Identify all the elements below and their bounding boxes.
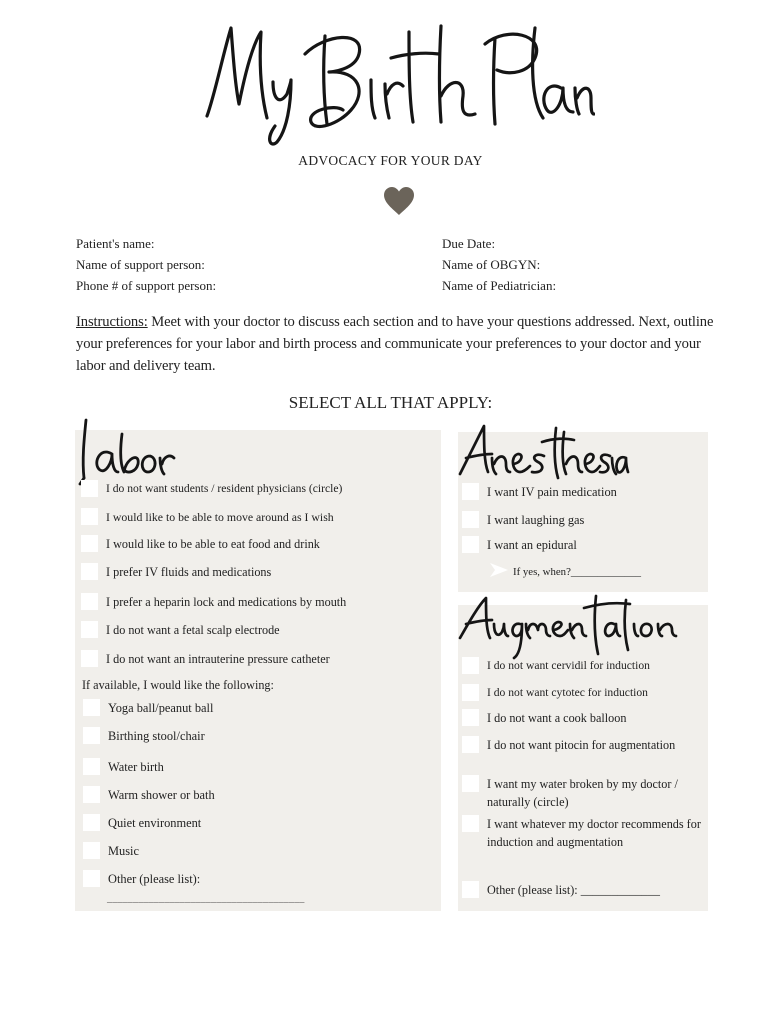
checkbox[interactable] xyxy=(462,881,479,898)
support-person-name-field[interactable]: Name of support person: xyxy=(76,257,205,272)
checkbox[interactable] xyxy=(462,684,479,701)
labor-available-item[interactable]: Music xyxy=(83,842,139,860)
augmentation-item[interactable]: I do not want a cook balloon xyxy=(462,709,626,727)
select-all-heading: SELECT ALL THAT APPLY: xyxy=(288,393,493,412)
checkbox[interactable] xyxy=(462,815,479,832)
anesthesia-item[interactable]: I want an epidural xyxy=(462,536,577,554)
checkbox[interactable] xyxy=(462,511,479,528)
heart-icon xyxy=(383,186,415,216)
checkbox[interactable] xyxy=(83,842,100,859)
checkbox[interactable] xyxy=(462,709,479,726)
augmentation-item[interactable]: I want whatever my doctor recommends for induction and augmentation xyxy=(462,815,712,851)
pediatrician-name-field[interactable]: Name of Pediatrician: xyxy=(442,278,557,293)
checkbox[interactable] xyxy=(462,736,479,753)
labor-item[interactable]: I prefer a heparin lock and medications by mouth xyxy=(81,593,346,611)
augmentation-item[interactable]: I do not want cytotec for induction xyxy=(462,684,648,702)
checkbox[interactable] xyxy=(462,775,479,792)
labor-available-item[interactable]: Warm shower or bath xyxy=(83,786,215,804)
support-person-phone-field[interactable]: Phone # of support person: xyxy=(76,278,217,293)
labor-other-line[interactable]: ______________________________________ xyxy=(107,893,305,904)
augmentation-heading xyxy=(458,592,678,664)
patient-name-field[interactable]: Patient's name: xyxy=(76,236,155,251)
labor-item[interactable]: I would like to be able to eat food and drink xyxy=(81,535,320,553)
checkbox[interactable] xyxy=(462,536,479,553)
obgyn-name-field[interactable]: Name of OBGYN: xyxy=(442,257,541,272)
page-title-script xyxy=(195,14,595,154)
labor-item[interactable]: I would like to be able to move around as I wish xyxy=(81,508,334,526)
labor-heading xyxy=(78,416,178,486)
checkbox[interactable] xyxy=(81,508,98,525)
checkbox[interactable] xyxy=(462,657,479,674)
augmentation-item[interactable]: I do not want pitocin for augmentation xyxy=(462,736,675,754)
title-area xyxy=(0,14,781,154)
augmentation-item[interactable]: Other (please list): _____________ xyxy=(462,881,660,899)
checkbox[interactable] xyxy=(83,786,100,803)
checkbox[interactable] xyxy=(462,483,479,500)
labor-panel xyxy=(75,430,441,911)
checkbox[interactable] xyxy=(83,814,100,831)
labor-available-item[interactable]: Water birth xyxy=(83,758,164,776)
epidural-when-field[interactable]: If yes, when?_____________ xyxy=(513,566,642,578)
instructions-label: Instructions: xyxy=(76,314,148,330)
augmentation-item[interactable]: I do not want cervidil for induction xyxy=(462,657,650,675)
available-label: If available, I would like the following: xyxy=(82,678,274,692)
labor-available-item[interactable]: Birthing stool/chair xyxy=(83,727,205,745)
checkbox[interactable] xyxy=(81,593,98,610)
labor-available-item[interactable]: Other (please list): xyxy=(83,870,200,888)
instructions-text: Meet with your doctor to discuss each section and to have your questions addressed. Next, outline your preferences for your labor and birth process and communicate your preferences to your doctor and your labor and delivery team. xyxy=(76,314,714,374)
patient-info-right xyxy=(442,233,556,296)
anesthesia-item[interactable]: I want IV pain medication xyxy=(462,483,617,501)
checkbox[interactable] xyxy=(83,727,100,744)
labor-available-item[interactable]: Yoga ball/peanut ball xyxy=(83,699,213,717)
anesthesia-heading xyxy=(458,418,628,484)
labor-item[interactable]: I do not want a fetal scalp electrode xyxy=(81,621,280,639)
anesthesia-item[interactable]: I want laughing gas xyxy=(462,511,584,529)
patient-info-left xyxy=(76,233,216,296)
due-date-field[interactable]: Due Date: xyxy=(442,236,496,251)
subtitle: ADVOCACY FOR YOUR DAY xyxy=(298,153,483,168)
checkbox[interactable] xyxy=(81,535,98,552)
labor-item[interactable]: I do not want an intrauterine pressure catheter xyxy=(81,650,330,668)
labor-item[interactable]: I prefer IV fluids and medications xyxy=(81,563,271,581)
labor-available-item[interactable]: Quiet environment xyxy=(83,814,201,832)
checkbox[interactable] xyxy=(83,699,100,716)
labor-item[interactable]: I do not want students / resident physicians (circle) xyxy=(81,480,342,498)
checkbox[interactable] xyxy=(81,650,98,667)
checkbox[interactable] xyxy=(83,870,100,887)
checkbox[interactable] xyxy=(83,758,100,775)
checkbox[interactable] xyxy=(81,480,98,497)
instructions xyxy=(76,311,716,377)
arrow-right-icon xyxy=(490,563,508,577)
checkbox[interactable] xyxy=(81,621,98,638)
checkbox[interactable] xyxy=(81,563,98,580)
augmentation-item[interactable]: I want my water broken by my doctor / naturally (circle) xyxy=(462,775,708,811)
